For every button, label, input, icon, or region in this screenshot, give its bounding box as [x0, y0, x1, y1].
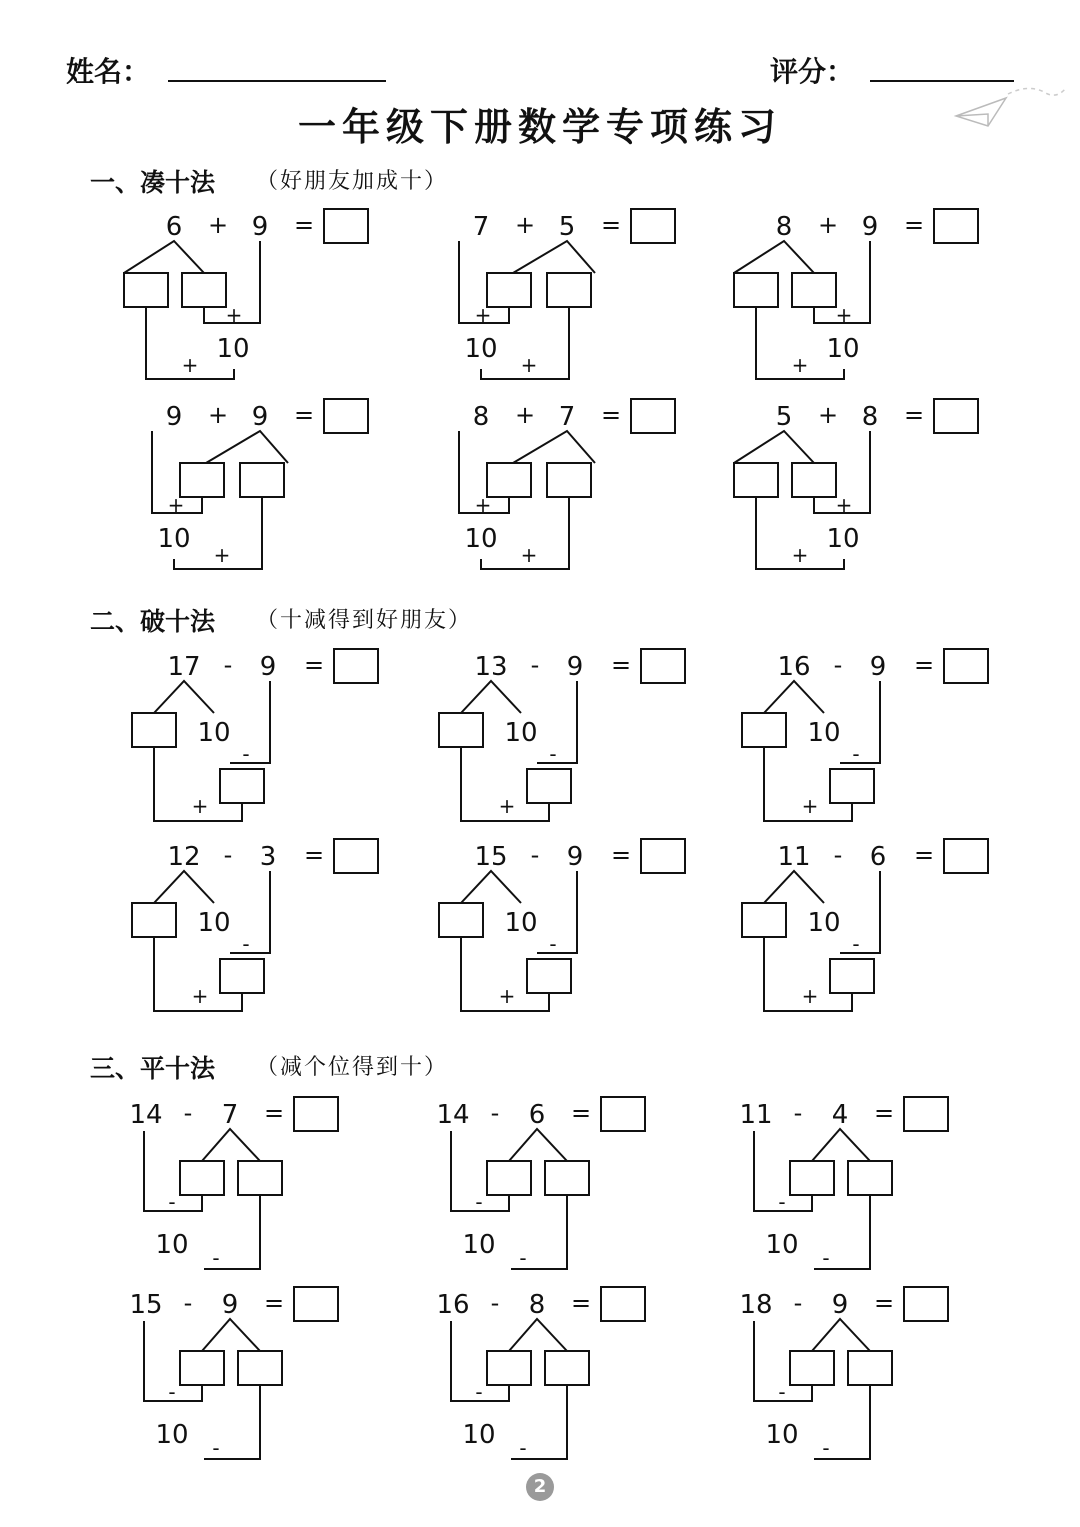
section-2-hint: （十减得到好朋友） — [256, 608, 473, 633]
minuend: 11 — [777, 842, 811, 872]
problem-card — [728, 645, 1008, 835]
plus-sign: + — [167, 493, 185, 517]
split-box-ones[interactable] — [439, 903, 483, 937]
ten-label: 10 — [462, 1230, 496, 1260]
split-box-left[interactable] — [487, 463, 531, 497]
minuend: 14 — [436, 1100, 470, 1130]
plus-sign: + — [191, 794, 209, 818]
operator: - — [223, 841, 233, 869]
minus-sign: - — [822, 1246, 830, 1270]
minuend: 16 — [777, 652, 811, 682]
operator: - — [833, 651, 843, 679]
bracket-line — [764, 871, 824, 903]
split-box-right[interactable] — [792, 463, 836, 497]
bracket-line — [230, 681, 270, 763]
plus-sign: + — [213, 543, 231, 567]
minus-sign: - — [549, 932, 557, 956]
addend-b: 9 — [251, 212, 269, 242]
minus-sign: - — [212, 1246, 220, 1270]
answer-box[interactable] — [934, 209, 978, 243]
problem-card — [425, 1093, 705, 1283]
ten-label: 10 — [157, 524, 191, 554]
split-box-left[interactable] — [180, 1351, 224, 1385]
answer-box[interactable] — [631, 209, 675, 243]
plus-sign: + — [520, 353, 538, 377]
equals-sign: = — [600, 211, 622, 239]
split-box-left[interactable] — [180, 463, 224, 497]
equals-sign: = — [303, 841, 325, 869]
minus-sign: - — [242, 932, 250, 956]
minus-sign: - — [212, 1436, 220, 1460]
bracket-line — [230, 871, 270, 953]
split-box-ones[interactable] — [439, 713, 483, 747]
operator: + — [207, 211, 229, 239]
answer-box[interactable] — [631, 399, 675, 433]
problem-diagram — [728, 1283, 1008, 1473]
minus-sign: - — [549, 742, 557, 766]
bracket-line — [202, 1319, 260, 1351]
plus-sign: + — [225, 303, 243, 327]
plus-sign: + — [791, 353, 809, 377]
equals-sign: = — [610, 651, 632, 679]
equals-sign: = — [570, 1099, 592, 1127]
problem-diagram — [425, 395, 705, 585]
equals-sign: = — [293, 401, 315, 429]
operator: + — [514, 211, 536, 239]
operator: + — [817, 401, 839, 429]
ten-label: 10 — [765, 1230, 799, 1260]
problem-diagram — [425, 835, 705, 1025]
answer-box[interactable] — [294, 1097, 338, 1131]
problem-diagram — [425, 1093, 705, 1283]
section-2-title: 二、破十法 — [90, 607, 216, 636]
split-box-right[interactable] — [240, 463, 284, 497]
bracket-line — [764, 681, 824, 713]
bracket-line — [509, 1319, 567, 1351]
split-box-right[interactable] — [182, 273, 226, 307]
problem-card — [118, 395, 398, 585]
addend-b: 9 — [861, 212, 879, 242]
section-3-title: 三、平十法 — [90, 1054, 216, 1083]
ten-label: 10 — [504, 908, 538, 938]
ten-label: 10 — [216, 334, 250, 364]
minus-sign: - — [168, 1190, 176, 1214]
split-box-ones[interactable] — [742, 903, 786, 937]
problem-card — [728, 1283, 1008, 1473]
equals-sign: = — [293, 211, 315, 239]
answer-box[interactable] — [944, 839, 988, 873]
problem-diagram — [118, 205, 398, 395]
problem-diagram — [728, 205, 1008, 395]
page-title: 一年级下册数学专项练习 — [297, 104, 782, 149]
ten-label: 10 — [155, 1230, 189, 1260]
plus-sign: + — [474, 493, 492, 517]
problem-diagram — [118, 1093, 398, 1283]
ten-label: 10 — [197, 718, 231, 748]
name-label: 姓名： — [66, 55, 151, 88]
minus-sign: - — [822, 1436, 830, 1460]
split-box-left[interactable] — [734, 463, 778, 497]
plus-sign: + — [835, 493, 853, 517]
minus-sign: - — [475, 1380, 483, 1404]
addend-b: 5 — [558, 212, 576, 242]
problem-diagram — [425, 645, 705, 835]
ten-label: 10 — [464, 524, 498, 554]
problem-card — [118, 645, 398, 835]
equals-sign: = — [263, 1289, 285, 1317]
problem-card — [118, 835, 398, 1025]
equals-sign: = — [570, 1289, 592, 1317]
operator: - — [833, 841, 843, 869]
operator: - — [183, 1099, 193, 1127]
bracket-line — [734, 241, 814, 273]
operator: - — [490, 1099, 500, 1127]
operator: - — [530, 651, 540, 679]
operator: - — [793, 1099, 803, 1127]
bracket-line — [461, 871, 521, 903]
plus-sign: + — [181, 353, 199, 377]
result-box[interactable] — [830, 769, 874, 803]
problem-diagram — [728, 395, 1008, 585]
bracket-line — [537, 681, 577, 763]
minuend: 12 — [167, 842, 201, 872]
bracket-line — [509, 1129, 567, 1161]
split-box-left[interactable] — [734, 273, 778, 307]
ten-label: 10 — [464, 334, 498, 364]
subtrahend: 9 — [566, 652, 584, 682]
addend-a: 5 — [775, 402, 793, 432]
problem-card — [728, 395, 1008, 585]
addend-a: 7 — [472, 212, 490, 242]
result-box[interactable] — [830, 959, 874, 993]
score-label: 评分： — [770, 55, 855, 88]
answer-box[interactable] — [324, 399, 368, 433]
subtrahend: 9 — [831, 1290, 849, 1320]
name-blank[interactable] — [168, 80, 386, 82]
operator: - — [183, 1289, 193, 1317]
split-box-left[interactable] — [487, 273, 531, 307]
ten-label: 10 — [765, 1420, 799, 1450]
addend-a: 8 — [775, 212, 793, 242]
minus-sign: - — [778, 1380, 786, 1404]
operator: + — [207, 401, 229, 429]
split-box-left[interactable] — [487, 1351, 531, 1385]
equals-sign: = — [303, 651, 325, 679]
problem-card — [425, 1283, 705, 1473]
problem-card — [425, 395, 705, 585]
minuend: 17 — [167, 652, 201, 682]
minus-sign: - — [778, 1190, 786, 1214]
plus-sign: + — [191, 984, 209, 1008]
minus-sign: - — [519, 1246, 527, 1270]
answer-box[interactable] — [294, 1287, 338, 1321]
split-box-ones[interactable] — [132, 713, 176, 747]
operator: + — [514, 401, 536, 429]
answer-box[interactable] — [601, 1097, 645, 1131]
answer-box[interactable] — [641, 839, 685, 873]
problem-diagram — [425, 1283, 705, 1473]
equals-sign: = — [263, 1099, 285, 1127]
split-box-right[interactable] — [792, 273, 836, 307]
answer-box[interactable] — [334, 649, 378, 683]
plus-sign: + — [498, 984, 516, 1008]
equals-sign: = — [903, 211, 925, 239]
minuend: 13 — [474, 652, 508, 682]
bracket-line — [513, 241, 595, 273]
section-3-hint: （减个位得到十） — [256, 1055, 449, 1080]
minuend: 14 — [129, 1100, 163, 1130]
minus-sign: - — [168, 1380, 176, 1404]
equals-sign: = — [913, 841, 935, 869]
minuend: 16 — [436, 1290, 470, 1320]
equals-sign: = — [913, 651, 935, 679]
operator: - — [793, 1289, 803, 1317]
subtrahend: 7 — [221, 1100, 239, 1130]
section-1-title: 一、凑十法 — [90, 168, 216, 197]
bracket-line — [537, 871, 577, 953]
subtrahend: 6 — [528, 1100, 546, 1130]
problem-card — [728, 835, 1008, 1025]
answer-box[interactable] — [904, 1097, 948, 1131]
ten-label: 10 — [807, 718, 841, 748]
equals-sign: = — [873, 1099, 895, 1127]
minus-sign: - — [852, 742, 860, 766]
operator: + — [817, 211, 839, 239]
answer-box[interactable] — [641, 649, 685, 683]
split-box-right[interactable] — [547, 273, 591, 307]
minuend: 15 — [474, 842, 508, 872]
problem-card — [728, 1093, 1008, 1283]
addend-a: 9 — [165, 402, 183, 432]
ten-label: 10 — [197, 908, 231, 938]
problem-diagram — [118, 1283, 398, 1473]
problem-card — [425, 835, 705, 1025]
minus-sign: - — [475, 1190, 483, 1214]
plus-sign: + — [791, 543, 809, 567]
answer-box[interactable] — [944, 649, 988, 683]
addend-b: 8 — [861, 402, 879, 432]
split-box-right[interactable] — [545, 1161, 589, 1195]
problem-card — [118, 205, 398, 395]
bracket-line — [154, 871, 214, 903]
answer-box[interactable] — [601, 1287, 645, 1321]
ten-label: 10 — [504, 718, 538, 748]
subtrahend: 9 — [221, 1290, 239, 1320]
ten-label: 10 — [826, 524, 860, 554]
plus-sign: + — [520, 543, 538, 567]
plus-sign: + — [498, 794, 516, 818]
problem-card — [425, 205, 705, 395]
minus-sign: - — [242, 742, 250, 766]
split-box-right[interactable] — [238, 1351, 282, 1385]
bracket-line — [202, 1129, 260, 1161]
problem-diagram — [118, 645, 398, 835]
equals-sign: = — [600, 401, 622, 429]
problem-diagram — [118, 835, 398, 1025]
split-box-right[interactable] — [848, 1351, 892, 1385]
answer-box[interactable] — [904, 1287, 948, 1321]
subtrahend: 4 — [831, 1100, 849, 1130]
addend-a: 8 — [472, 402, 490, 432]
plus-sign: + — [835, 303, 853, 327]
split-box-right[interactable] — [547, 463, 591, 497]
ten-label: 10 — [826, 334, 860, 364]
plus-sign: + — [474, 303, 492, 327]
subtrahend: 9 — [259, 652, 277, 682]
equals-sign: = — [610, 841, 632, 869]
problem-card — [425, 645, 705, 835]
equals-sign: = — [903, 401, 925, 429]
plus-sign: + — [801, 794, 819, 818]
answer-box[interactable] — [334, 839, 378, 873]
problem-diagram — [425, 205, 705, 395]
bracket-line — [124, 241, 204, 273]
result-box[interactable] — [527, 769, 571, 803]
split-box-left[interactable] — [790, 1161, 834, 1195]
problem-diagram — [728, 1093, 1008, 1283]
bracket-line — [840, 871, 880, 953]
ten-label: 10 — [462, 1420, 496, 1450]
operator: - — [223, 651, 233, 679]
subtrahend: 8 — [528, 1290, 546, 1320]
minuend: 15 — [129, 1290, 163, 1320]
ten-label: 10 — [155, 1420, 189, 1450]
operator: - — [490, 1289, 500, 1317]
split-box-left[interactable] — [487, 1161, 531, 1195]
addend-b: 7 — [558, 402, 576, 432]
minus-sign: - — [519, 1436, 527, 1460]
problem-diagram — [728, 835, 1008, 1025]
minuend: 11 — [739, 1100, 773, 1130]
bracket-line — [461, 681, 521, 713]
minus-sign: - — [852, 932, 860, 956]
split-box-left[interactable] — [180, 1161, 224, 1195]
bracket-line — [513, 431, 595, 463]
page-number: 2 — [526, 1473, 554, 1501]
result-box[interactable] — [220, 959, 264, 993]
split-box-left[interactable] — [124, 273, 168, 307]
addend-a: 6 — [165, 212, 183, 242]
bracket-line — [812, 1319, 870, 1351]
problem-diagram — [728, 645, 1008, 835]
split-box-right[interactable] — [848, 1161, 892, 1195]
plus-sign: + — [801, 984, 819, 1008]
equals-sign: = — [873, 1289, 895, 1317]
operator: - — [530, 841, 540, 869]
split-box-left[interactable] — [790, 1351, 834, 1385]
answer-box[interactable] — [934, 399, 978, 433]
ten-label: 10 — [807, 908, 841, 938]
bracket-line — [840, 681, 880, 763]
result-box[interactable] — [527, 959, 571, 993]
subtrahend: 9 — [566, 842, 584, 872]
problem-diagram — [118, 395, 398, 585]
subtrahend: 9 — [869, 652, 887, 682]
subtrahend: 3 — [259, 842, 277, 872]
minuend: 18 — [739, 1290, 773, 1320]
subtrahend: 6 — [869, 842, 887, 872]
result-box[interactable] — [220, 769, 264, 803]
bracket-line — [206, 431, 288, 463]
answer-box[interactable] — [324, 209, 368, 243]
bracket-line — [154, 681, 214, 713]
problem-card — [728, 205, 1008, 395]
section-1-hint: （好朋友加成十） — [256, 169, 449, 194]
bracket-line — [812, 1129, 870, 1161]
split-box-right[interactable] — [238, 1161, 282, 1195]
problem-card — [118, 1093, 398, 1283]
problem-card — [118, 1283, 398, 1473]
addend-b: 9 — [251, 402, 269, 432]
split-box-ones[interactable] — [742, 713, 786, 747]
split-box-right[interactable] — [545, 1351, 589, 1385]
split-box-ones[interactable] — [132, 903, 176, 937]
bracket-line — [734, 431, 814, 463]
